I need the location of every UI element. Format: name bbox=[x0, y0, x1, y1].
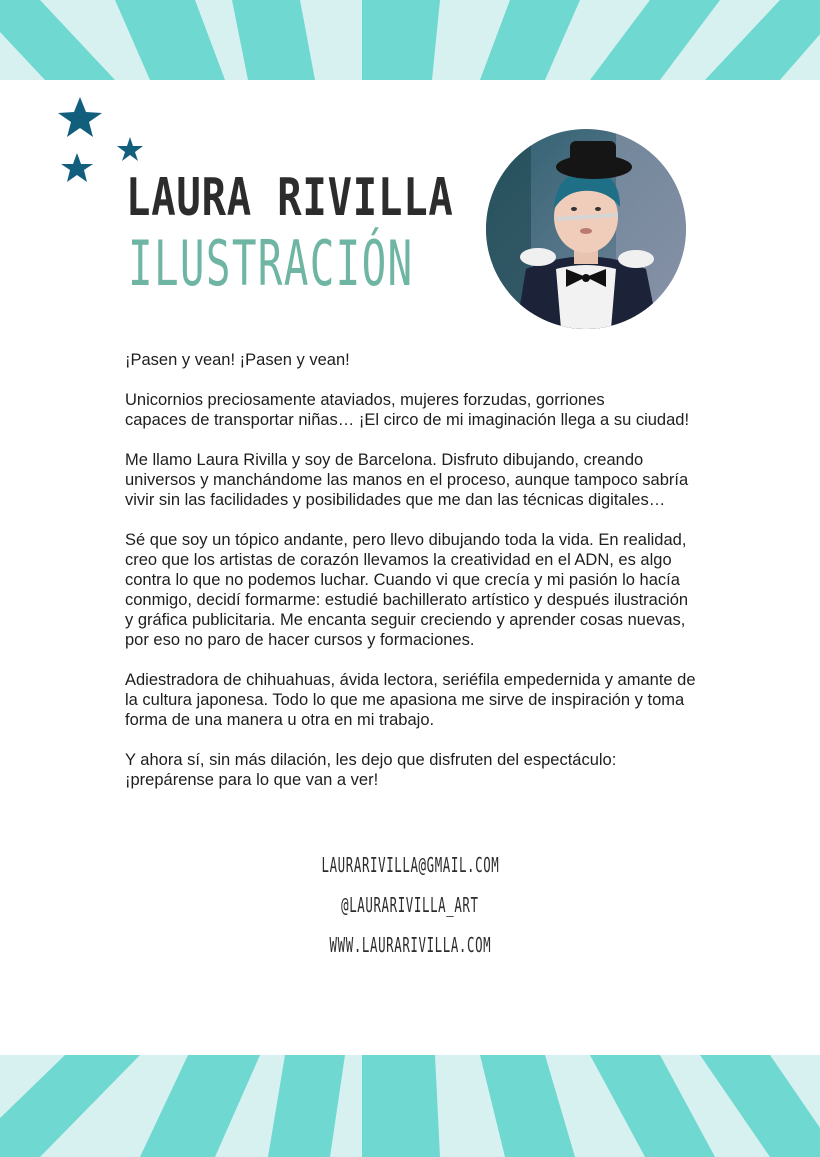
bio-paragraph: Adiestradora de chihuahuas, ávida lectora, seriéfila empedernida y amante de la cultura japonesa. Todo lo que me apasiona me sirve de inspiración y toma forma de una manera u otra en mi trabajo. bbox=[125, 671, 696, 729]
bottom-stripe-band bbox=[0, 1055, 820, 1157]
bio-paragraph: Sé que soy un tópico andante, pero llevo dibujando toda la vida. En realidad, creo que los artistas de corazón llevamos la creatividad en el ADN, es algo contra lo que no podemos luchar. Cuando vi que crecía y mi pasión lo hacía conmigo, decidí formarme: estudié bachillerato artístico y después ilustración y gráfica publicitaria. Me encanta seguir creciendo y aprender cosas nuevas, por eso no paro de hacer cursos y formaciones. bbox=[125, 531, 689, 649]
bio-paragraph: ¡Pasen y vean! ¡Pasen y vean! bbox=[125, 351, 350, 369]
contact-website-text[interactable]: WWW.LAURARIVILLA.COM bbox=[329, 933, 491, 957]
contact-social-handle[interactable] bbox=[0, 893, 820, 917]
bio-text bbox=[125, 350, 715, 810]
bio-paragraph: Me llamo Laura Rivilla y soy de Barcelona. Disfruto dibujando, creando universos y manchándome las manos en el proceso, aunque tampoco sabría vivir sin las facilidades y posibilidades que me dan las técnicas digitales… bbox=[125, 451, 689, 509]
star-icon bbox=[58, 97, 102, 137]
logo-subtitle: ILUSTRACIÓN bbox=[128, 227, 414, 300]
contact-handle-text[interactable]: @LAURARIVILLA_ART bbox=[341, 893, 479, 917]
contact-email-text[interactable]: LAURARIVILLA@GMAIL.COM bbox=[321, 853, 499, 877]
portrait-photo bbox=[486, 129, 686, 329]
contact-website[interactable] bbox=[0, 933, 820, 957]
bio-paragraph: Y ahora sí, sin más dilación, les dejo que disfruten del espectáculo: ¡prepárense para lo que van a ver! bbox=[125, 751, 617, 789]
top-stripe-band bbox=[0, 0, 820, 80]
star-icon bbox=[117, 137, 143, 161]
bio-paragraph: Unicornios preciosamente ataviados, mujeres forzudas, gorriones capaces de transportar niñas… ¡El circo de mi imaginación llega a su ciudad! bbox=[125, 391, 690, 429]
logo-name: LAURA RIVILLA bbox=[126, 168, 454, 228]
star-icon bbox=[61, 153, 93, 182]
contact-email[interactable] bbox=[0, 853, 820, 877]
